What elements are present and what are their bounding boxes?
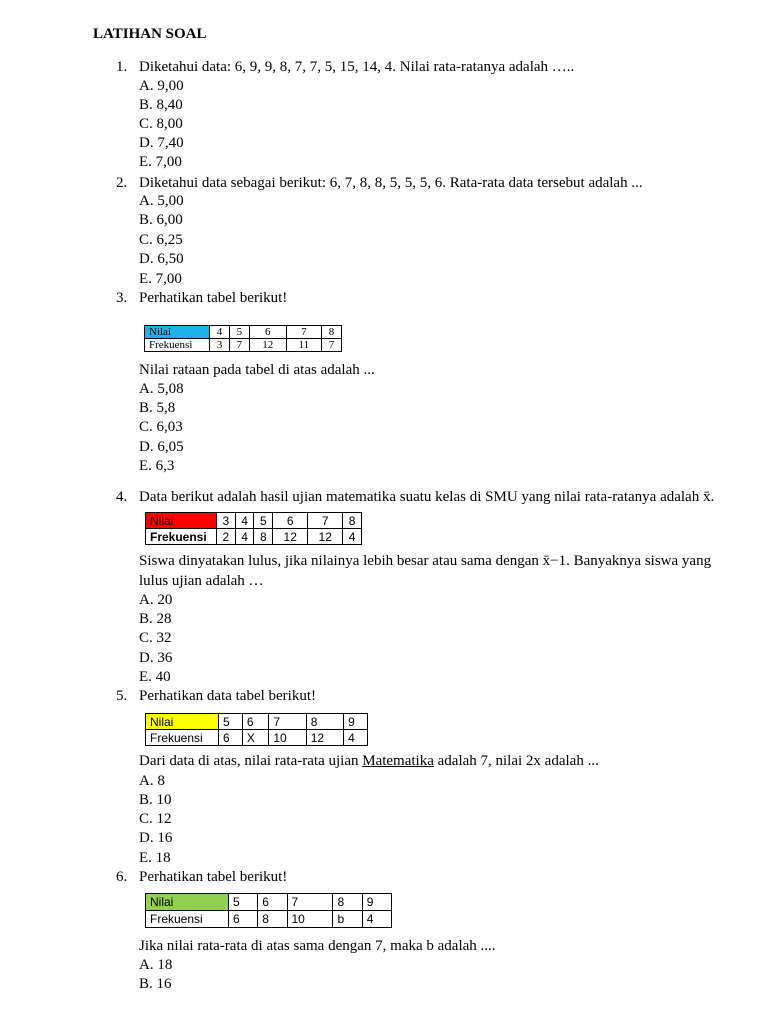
table-cell: 10 bbox=[269, 730, 306, 746]
option: B. 5,8 bbox=[139, 400, 176, 416]
table-row-label: Frekuensi bbox=[145, 339, 210, 352]
question-text: Nilai rataan pada tabel di atas adalah ... bbox=[139, 362, 375, 378]
table-cell: 10 bbox=[287, 911, 333, 928]
option: E. 7,00 bbox=[139, 271, 182, 287]
table-cell: 5 bbox=[254, 513, 273, 529]
table-cell: 4 bbox=[343, 529, 362, 545]
option: A. 5,08 bbox=[139, 381, 184, 397]
option: E. 7,00 bbox=[139, 154, 182, 170]
option: D. 7,40 bbox=[139, 135, 184, 151]
table-cell: 8 bbox=[306, 714, 343, 730]
table-cell: 6 bbox=[258, 894, 287, 911]
question-text: Perhatikan data tabel berikut! bbox=[139, 688, 317, 704]
table-cell: 5 bbox=[229, 894, 258, 911]
table-cell: 4 bbox=[235, 513, 254, 529]
option: E. 40 bbox=[139, 669, 171, 685]
table-cell: 8 bbox=[258, 911, 287, 928]
table-cell: 11 bbox=[286, 339, 322, 352]
question-text: Diketahui data: 6, 9, 9, 8, 7, 7, 5, 15, 14, 4. Nilai rata-ratanya adalah ….. bbox=[139, 59, 575, 75]
table-cell: 2 bbox=[217, 529, 236, 545]
option: C. 32 bbox=[139, 630, 172, 646]
table-cell: 3 bbox=[217, 513, 236, 529]
question-text: lulus ujian adalah … bbox=[139, 573, 264, 589]
question-number: 2. bbox=[116, 175, 128, 191]
frequency-table bbox=[145, 713, 368, 746]
table-cell: 6 bbox=[249, 326, 286, 339]
question-text: Jika nilai rata-rata di atas sama dengan 7, maka b adalah .... bbox=[139, 938, 496, 954]
table-cell: 4 bbox=[344, 730, 368, 746]
option: B. 16 bbox=[139, 976, 172, 992]
option: A. 18 bbox=[139, 957, 173, 973]
option: C. 6,25 bbox=[139, 232, 183, 248]
question-text bbox=[139, 752, 599, 770]
table-row-label: Frekuensi bbox=[146, 911, 229, 928]
table-cell: 12 bbox=[306, 730, 343, 746]
option: D. 36 bbox=[139, 650, 173, 666]
table-cell: 12 bbox=[273, 529, 308, 545]
table-cell: 12 bbox=[249, 339, 286, 352]
question-text: Siswa dinyatakan lulus, jika nilainya lebih besar atau sama dengan x̄−1. Banyaknya siswa yang bbox=[139, 553, 712, 569]
frequency-table bbox=[145, 893, 392, 928]
table-cell: 7 bbox=[269, 714, 306, 730]
table-cell: 5 bbox=[219, 714, 243, 730]
table-cell: 12 bbox=[308, 529, 343, 545]
table-cell: 7 bbox=[287, 894, 333, 911]
table-cell: 6 bbox=[219, 730, 243, 746]
option: D. 16 bbox=[139, 830, 173, 846]
table-header-label: Nilai bbox=[146, 513, 217, 529]
question-number: 5. bbox=[116, 688, 128, 704]
question-number: 3. bbox=[116, 290, 128, 306]
table-cell: 9 bbox=[362, 894, 391, 911]
table-cell: 8 bbox=[322, 326, 342, 339]
underlined-word: Matematika bbox=[362, 753, 434, 769]
option: A. 9,00 bbox=[139, 78, 184, 94]
table-cell: 9 bbox=[344, 714, 368, 730]
table-row-label: Frekuensi bbox=[146, 529, 217, 545]
option: D. 6,50 bbox=[139, 251, 184, 267]
table-cell: 8 bbox=[343, 513, 362, 529]
table-row-label: Frekuensi bbox=[146, 730, 219, 746]
option: A. 8 bbox=[139, 773, 165, 789]
option: E. 6,3 bbox=[139, 458, 175, 474]
table-cell: 3 bbox=[210, 339, 230, 352]
table-cell: 8 bbox=[254, 529, 273, 545]
question-text: Diketahui data sebagai berikut: 6, 7, 8, 8, 5, 5, 5, 6. Rata-rata data tersebut adalah ... bbox=[139, 175, 643, 191]
option: A. 5,00 bbox=[139, 193, 184, 209]
option: B. 6,00 bbox=[139, 212, 183, 228]
table-cell: 6 bbox=[229, 911, 258, 928]
table-cell: 4 bbox=[210, 326, 230, 339]
table-cell: 7 bbox=[322, 339, 342, 352]
question-text-post: adalah 7, nilai 2x adalah ... bbox=[433, 753, 599, 769]
option: B. 10 bbox=[139, 792, 172, 808]
option: C. 8,00 bbox=[139, 116, 183, 132]
frequency-table bbox=[145, 512, 362, 545]
table-cell: 4 bbox=[362, 911, 391, 928]
table-header-label: Nilai bbox=[145, 326, 210, 339]
table-cell: X bbox=[242, 730, 269, 746]
option: C. 6,03 bbox=[139, 419, 183, 435]
frequency-table bbox=[144, 325, 342, 352]
table-header-label: Nilai bbox=[146, 714, 219, 730]
question-number: 1. bbox=[116, 59, 128, 75]
table-cell: 6 bbox=[242, 714, 269, 730]
table-header-label: Nilai bbox=[146, 894, 229, 911]
option: C. 12 bbox=[139, 811, 172, 827]
option: B. 28 bbox=[139, 611, 172, 627]
page-title: LATIHAN SOAL bbox=[93, 26, 207, 42]
table-cell: 7 bbox=[286, 326, 322, 339]
option: E. 18 bbox=[139, 850, 171, 866]
table-cell: 5 bbox=[229, 326, 249, 339]
question-text: Perhatikan tabel berikut! bbox=[139, 290, 288, 306]
question-text: Perhatikan tabel berikut! bbox=[139, 869, 288, 885]
table-cell: 7 bbox=[229, 339, 249, 352]
table-cell: 8 bbox=[333, 894, 362, 911]
question-text: Data berikut adalah hasil ujian matematika suatu kelas di SMU yang nilai rata-ratanya adalah x̄. bbox=[139, 489, 715, 505]
question-number: 4. bbox=[116, 489, 128, 505]
option: B. 8,40 bbox=[139, 97, 183, 113]
question-text-pre: Dari data di atas, nilai rata-rata ujian bbox=[139, 753, 363, 769]
table-cell: 6 bbox=[273, 513, 308, 529]
table-cell: b bbox=[333, 911, 362, 928]
table-cell: 4 bbox=[235, 529, 254, 545]
option: A. 20 bbox=[139, 592, 173, 608]
question-number: 6. bbox=[116, 869, 128, 885]
table-cell: 7 bbox=[308, 513, 343, 529]
option: D. 6,05 bbox=[139, 439, 184, 455]
